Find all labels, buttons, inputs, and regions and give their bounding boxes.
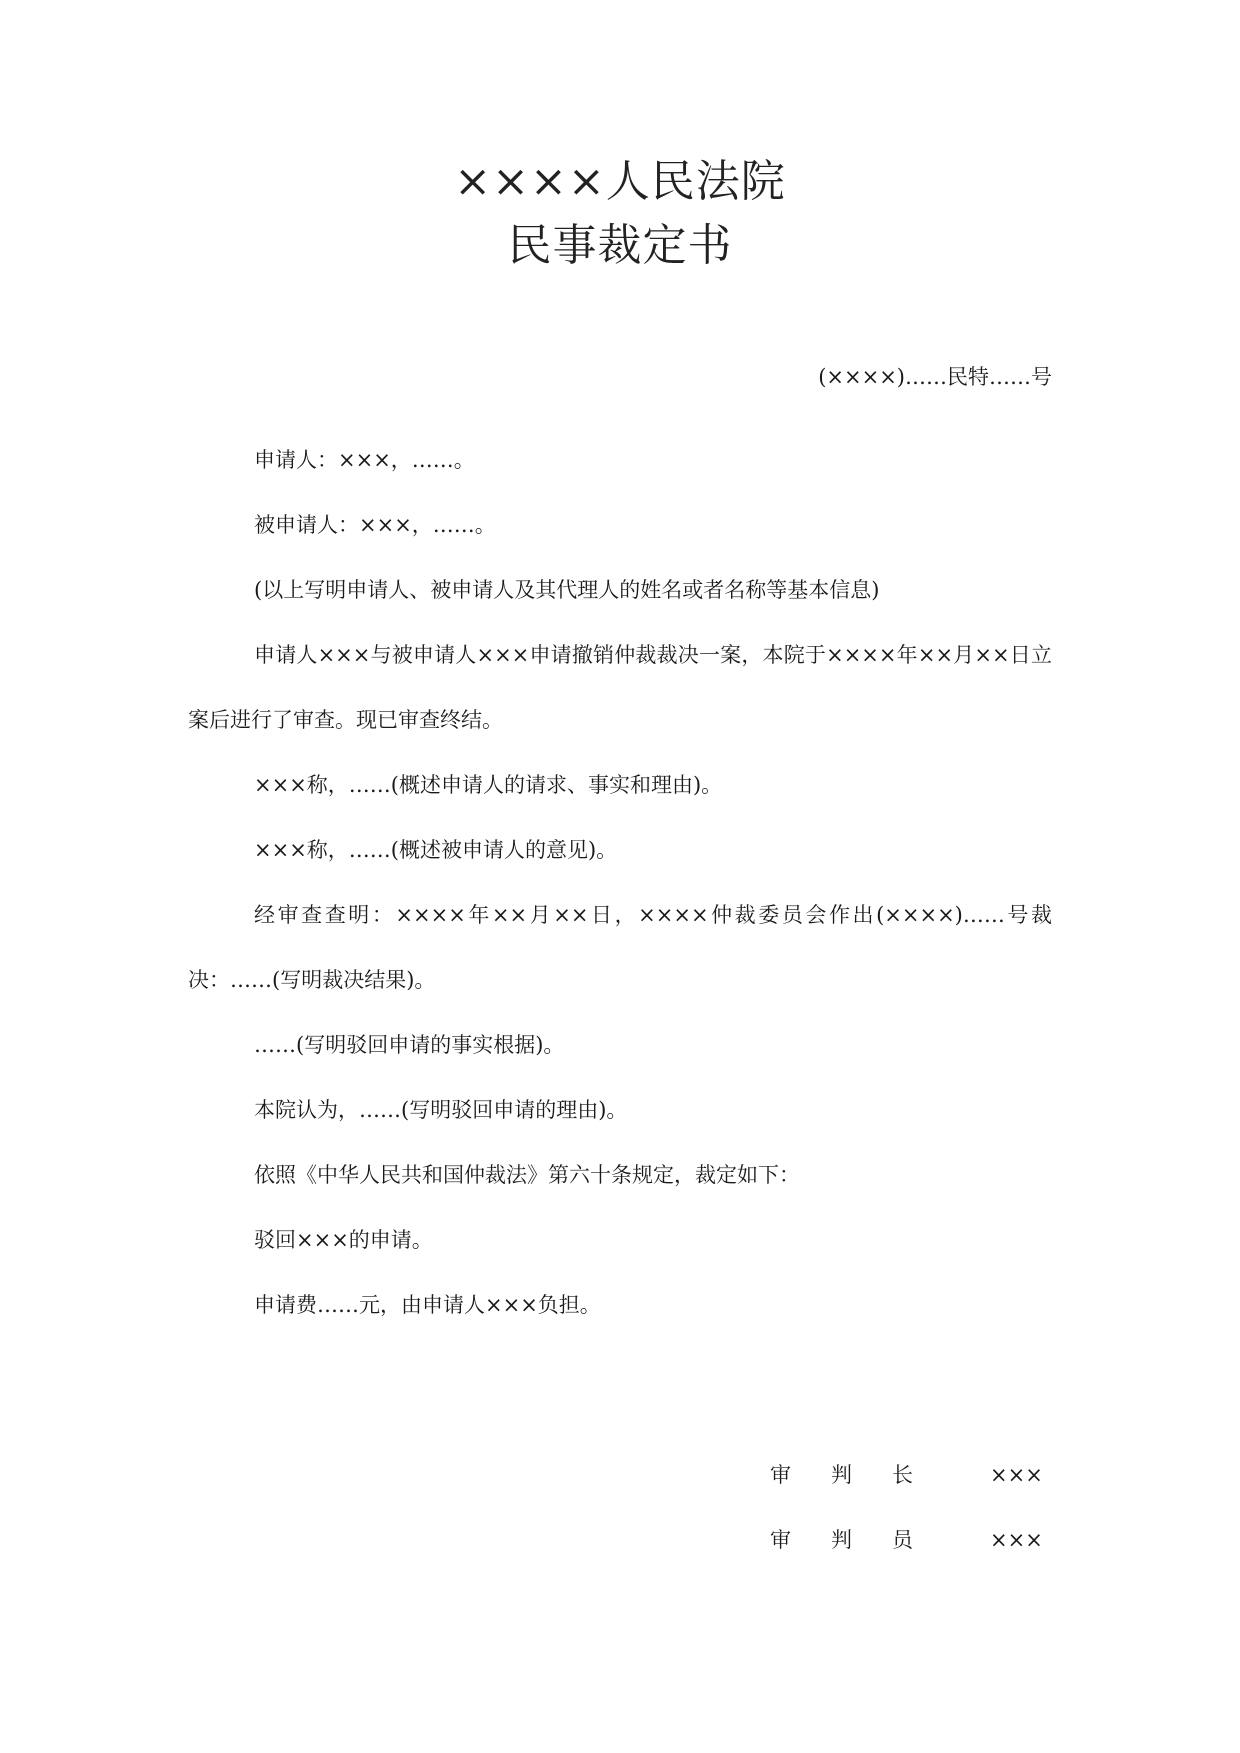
signature-name: ×××	[990, 1528, 1043, 1552]
signature-role: 审判员	[770, 1528, 953, 1552]
reasoning-paragraph: 本院认为，……(写明驳回申请的理由)。	[254, 1098, 628, 1122]
document-body	[188, 428, 1052, 1338]
signature-role: 审判长	[770, 1463, 953, 1487]
respondent-opinion-paragraph: ×××称，……(概述被申请人的意见)。	[254, 838, 618, 862]
applicant-claim-paragraph: ×××称，……(概述申请人的请求、事实和理由)。	[254, 773, 723, 797]
respondent-paragraph: 被申请人：×××，……。	[254, 513, 496, 537]
party-info-note: (以上写明申请人、被申请人及其代理人的姓名或者名称等基本信息)	[254, 578, 880, 602]
document-type: 民事裁定书	[507, 220, 733, 271]
fee-paragraph: 申请费……元，由申请人×××负担。	[254, 1293, 601, 1317]
legal-basis-paragraph: 依照《中华人民共和国仲裁法》第六十条规定，裁定如下：	[254, 1163, 800, 1187]
court-name: ××××人民法院	[454, 156, 786, 207]
ruling-paragraph: 驳回×××的申请。	[254, 1228, 433, 1252]
document-header	[0, 150, 1240, 278]
case-intro-paragraph: 申请人×××与被申请人×××申请撤销仲裁裁决一案，本院于××××年××月××日立案后进行了审查。现已审查终结。	[188, 643, 1052, 732]
applicant-paragraph: 申请人：×××，……。	[254, 448, 475, 472]
signature-name: ×××	[990, 1463, 1043, 1487]
findings-paragraph: 经审查查明：××××年××月××日，××××仲裁委员会作出(××××)……号裁决：……(写明裁决结果)。	[188, 903, 1052, 992]
case-number: (××××)……民特……号	[818, 365, 1052, 389]
facts-paragraph: ……(写明驳回申请的事实根据)。	[254, 1033, 565, 1057]
